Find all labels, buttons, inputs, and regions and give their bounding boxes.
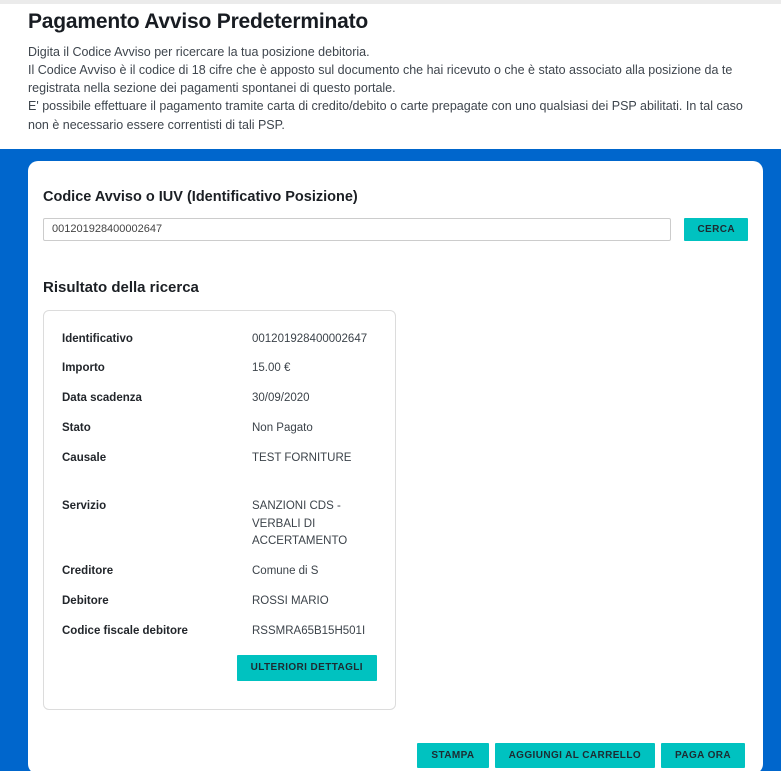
detail-row [62, 498, 377, 551]
detail-row-label: Servizio [62, 499, 107, 512]
detail-row-label: Identificativo [62, 332, 133, 345]
detail-row-label: Codice fiscale debitore [62, 624, 188, 637]
cerca-button[interactable]: CERCA [684, 218, 748, 241]
page-title: Pagamento Avviso Predeterminato [28, 10, 369, 33]
intro-section [0, 4, 781, 149]
aggiungi-al-carrello-button[interactable]: AGGIUNGI AL CARRELLO [495, 743, 655, 768]
detail-row [62, 450, 377, 468]
detail-row-value: Non Pagato [252, 422, 313, 435]
intro-paragraph-2: Il Codice Avviso è il codice di 18 cifre che è apposto sul documento che hai ricevuto o che è stato associato alla posizione da te registrata nella sezione dei pagamenti spontanei di questo portale. [28, 63, 733, 96]
detail-row [62, 593, 377, 611]
actions-row [43, 743, 748, 768]
detail-row-value: ROSSI MARIO [252, 594, 329, 607]
detail-row [62, 390, 377, 408]
detail-row [62, 623, 377, 641]
stampa-button[interactable]: STAMPA [417, 743, 488, 768]
results-heading: Risultato della ricerca [43, 278, 199, 296]
paga-ora-button[interactable]: PAGA ORA [661, 743, 745, 768]
detail-row-label: Creditore [62, 565, 114, 578]
detail-row-value: TEST FORNITURE [252, 451, 352, 464]
detail-row [62, 331, 377, 349]
codice-avviso-label: Codice Avviso o IUV (Identificativo Posizione) [43, 188, 358, 205]
detail-row [62, 420, 377, 438]
detail-row-value: 001201928400002647 [252, 332, 368, 345]
detail-row [62, 563, 377, 581]
detail-row-value: 30/09/2020 [252, 392, 310, 405]
detail-row [62, 360, 377, 378]
detail-row-value: 15.00 € [252, 362, 291, 375]
detail-row-label: Importo [62, 362, 105, 375]
detail-row-value: Comune di S [252, 565, 319, 578]
payment-card [28, 161, 763, 771]
detail-rows [62, 331, 377, 641]
payment-section-background [0, 149, 781, 771]
codice-avviso-input[interactable] [43, 218, 671, 241]
detail-row-label: Data scadenza [62, 392, 142, 405]
detail-row-label: Causale [62, 451, 107, 464]
detail-row-value: RSSMRA65B15H501I [252, 624, 366, 637]
result-detail-box [43, 310, 396, 710]
detail-button-row [62, 655, 377, 681]
ulteriori-dettagli-button[interactable]: ULTERIORI DETTAGLI [237, 655, 377, 681]
detail-row-label: Debitore [62, 594, 109, 607]
search-row [43, 218, 748, 241]
detail-row-value: SANZIONI CDS - VERBALI DI ACCERTAMENTO [252, 499, 348, 548]
detail-row-label: Stato [62, 422, 91, 435]
intro-paragraph-3: E' possibile effettuare il pagamento tramite carta di credito/debito o carte prepagate con uno qualsiasi dei PSP abilitati. In tal caso non è necessario essere correntisti di tali PSP. [28, 99, 743, 132]
intro-paragraph-1: Digita il Codice Avviso per ricercare la tua posizione debitoria. [28, 45, 370, 59]
